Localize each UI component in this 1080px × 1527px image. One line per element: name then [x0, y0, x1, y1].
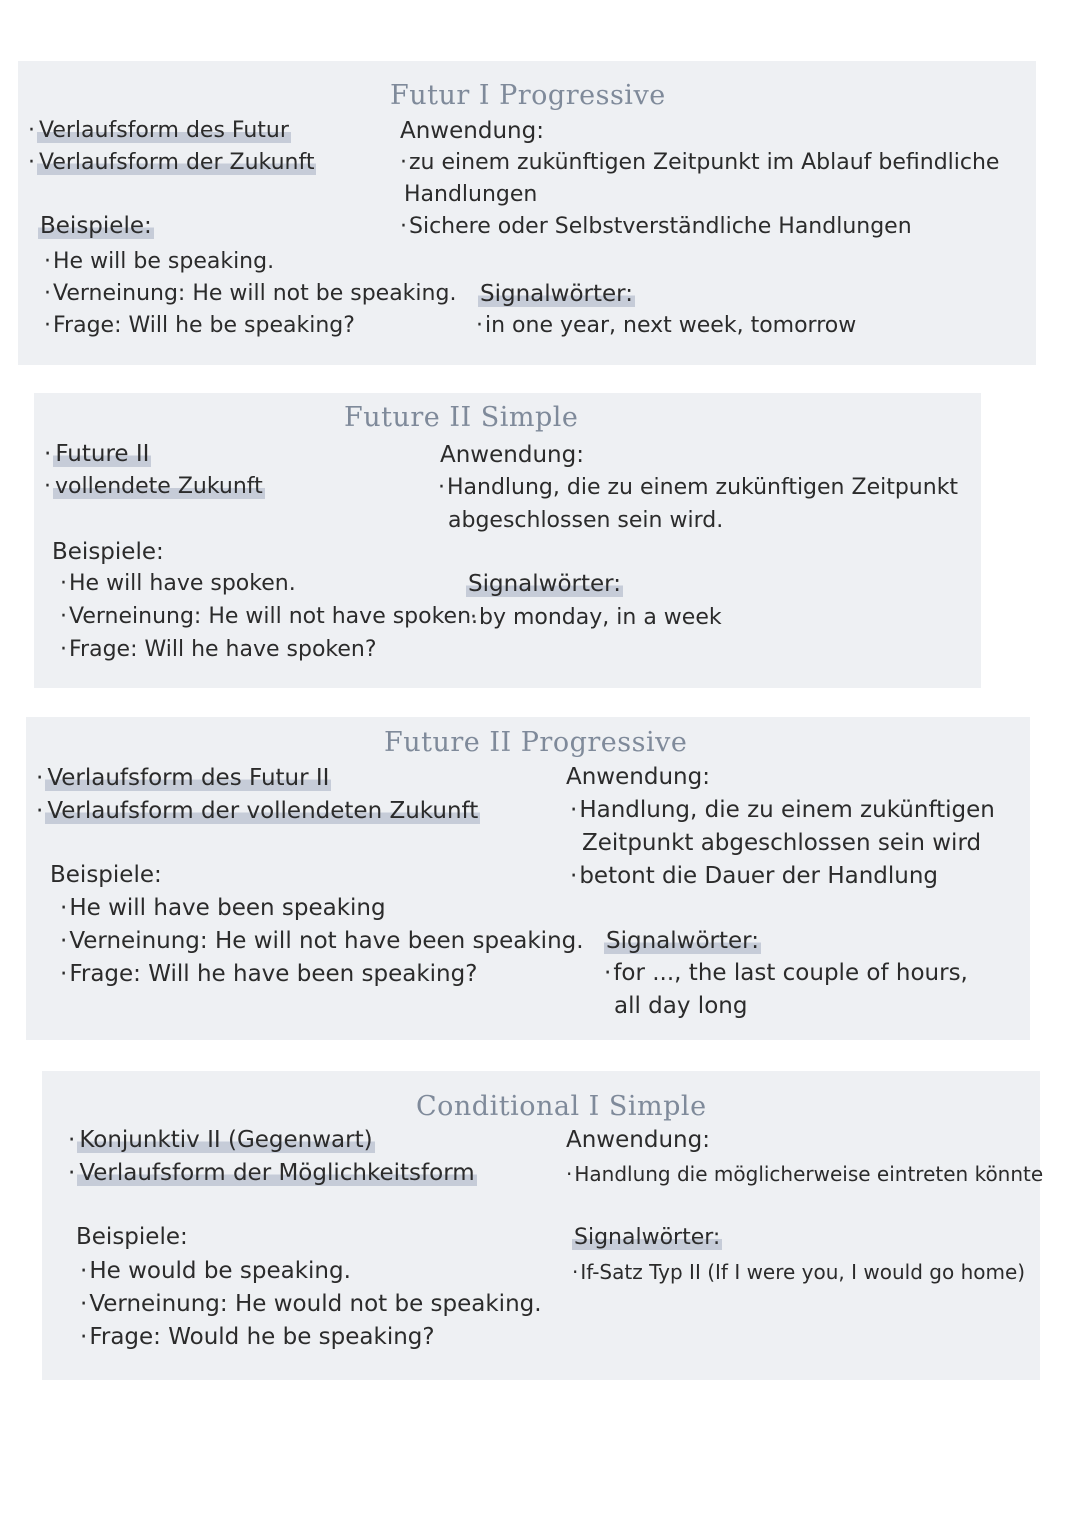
usage-label: Anwendung:	[566, 764, 710, 790]
tense-name: · Konjunktiv II (Gegenwart)	[68, 1126, 375, 1154]
example-line: · He will have spoken.	[60, 570, 296, 598]
usage-line: Zeitpunkt abgeschlossen sein wird	[582, 830, 982, 856]
example-line: · He will have been speaking	[60, 894, 386, 922]
tense-name: · Verlaufsform der vollendeten Zukunft	[36, 797, 480, 825]
section-title: Conditional I Simple	[416, 1091, 707, 1122]
section-title: Futur I Progressive	[390, 80, 666, 111]
usage-label: Anwendung:	[440, 442, 584, 468]
usage-label: Anwendung:	[400, 118, 544, 144]
usage-label: Anwendung:	[566, 1127, 710, 1153]
example-line: · Verneinung: He will not be speaking.	[44, 280, 456, 308]
signal-label: Signalwörter:	[468, 571, 621, 597]
example-line: · He would be speaking.	[80, 1257, 351, 1285]
usage-line: · Handlung die möglicherweise eintreten könnte	[566, 1160, 1043, 1188]
example-line: · Frage: Will he be speaking?	[44, 312, 355, 340]
signal-line: all day long	[614, 993, 748, 1019]
example-line: · Frage: Will he have been speaking?	[60, 960, 477, 988]
usage-line: abgeschlossen sein wird.	[448, 508, 724, 533]
example-line: · He will be speaking.	[44, 248, 274, 276]
usage-line: · Handlung, die zu einem zukünftigen Zeitpunkt	[438, 474, 958, 502]
signal-line: · by monday, in a week	[470, 604, 722, 632]
example-line: · Verneinung: He will not have spoken.	[60, 603, 478, 631]
signal-line: · If-Satz Typ II (If I were you, I would go home)	[572, 1258, 1025, 1286]
signal-line: · in one year, next week, tomorrow	[476, 312, 856, 340]
usage-line: Handlungen	[404, 182, 538, 207]
example-line: · Frage: Would he be speaking?	[80, 1323, 435, 1351]
example-line: · Verneinung: He would not be speaking.	[80, 1290, 542, 1318]
signal-label: Signalwörter:	[574, 1225, 721, 1250]
tense-name: · Verlaufsform der Möglichkeitsform	[68, 1159, 477, 1187]
tense-name: · Future II	[44, 440, 151, 468]
usage-line: · zu einem zukünftigen Zeitpunkt im Ablauf befindliche	[400, 149, 999, 177]
usage-line: · Sichere oder Selbstverständliche Handlungen	[400, 213, 912, 241]
signal-label: Signalwörter:	[606, 928, 759, 954]
examples-label: Beispiele:	[50, 862, 162, 888]
tense-name: · vollendete Zukunft	[44, 473, 265, 501]
signal-label: Signalwörter:	[480, 281, 633, 307]
examples-label: Beispiele:	[76, 1224, 188, 1250]
section-title: Future II Simple	[344, 402, 579, 433]
section-title: Future II Progressive	[384, 727, 688, 758]
tense-name: · Verlaufsform der Zukunft	[28, 149, 316, 177]
usage-line: · betont die Dauer der Handlung	[570, 862, 938, 890]
examples-label: Beispiele:	[40, 213, 152, 239]
signal-line: · for ..., the last couple of hours,	[604, 959, 968, 987]
usage-line: · Handlung, die zu einem zukünftigen	[570, 796, 995, 824]
tense-name: · Verlaufsform des Futur	[28, 117, 291, 145]
example-line: · Verneinung: He will not have been speaking.	[60, 927, 584, 955]
tense-name: · Verlaufsform des Futur II	[36, 764, 331, 792]
example-line: · Frage: Will he have spoken?	[60, 636, 377, 664]
examples-label: Beispiele:	[52, 539, 164, 565]
